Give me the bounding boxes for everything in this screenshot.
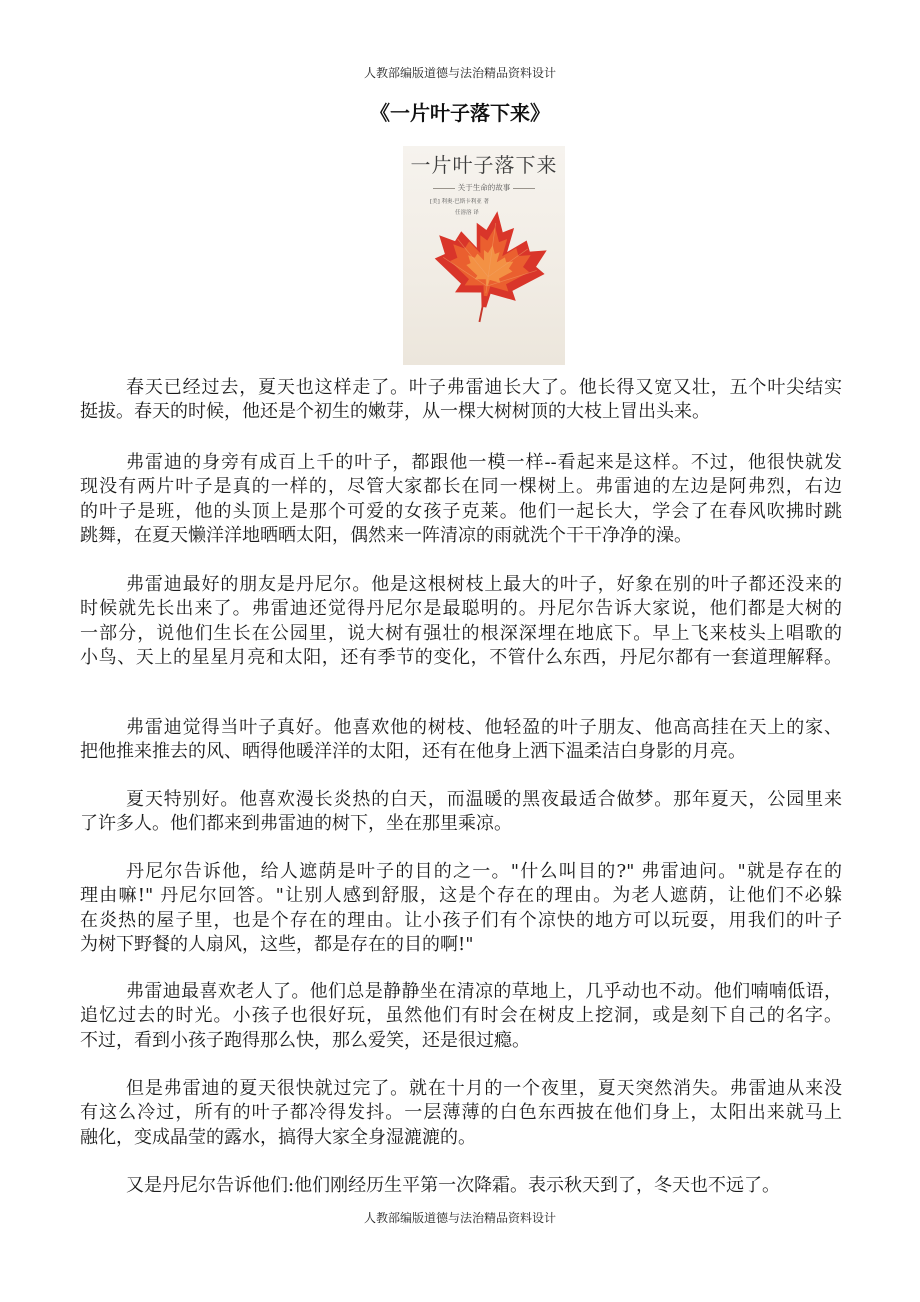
paragraph-line: 不过，看到小孩子跑得那么快，那么爱笑，还是很过瘾。 <box>80 1029 530 1051</box>
paragraph-line: 挺拔。春天的时候，他还是个初生的嫩芽，从一棵大树树顶的大枝上冒出头来。 <box>80 401 710 423</box>
paragraph-line: 理由嘛!" 丹尼尔回答。"让别人感到舒服，这是个存在的理由。为老人遮荫，让他们不必躲 <box>80 885 842 907</box>
paragraph-2 <box>80 451 842 548</box>
paragraph-7 <box>80 980 842 1053</box>
cover-rule-left <box>433 188 455 189</box>
paragraph-line: 追忆过去的时光。小孩子也很好玩，虽然他们有时会在树皮上挖洞，或是刻下自己的名字。 <box>80 1005 842 1027</box>
paragraph-line: 把他推来推去的风、晒得他暖洋洋的太阳，还有在他身上洒下温柔洁白身影的月亮。 <box>80 741 746 763</box>
paragraph-line: 了许多人。他们都来到弗雷迪的树下，坐在那里乘凉。 <box>80 813 512 835</box>
cover-translator: 任溶溶 译 <box>455 210 479 216</box>
paragraph-8 <box>80 1077 842 1150</box>
paragraph-line: 但是弗雷迪的夏天很快就过完了。就在十月的一个夜里，夏天突然消失。弗雷迪从来没 <box>126 1078 842 1099</box>
maple-leaf-icon <box>430 206 548 324</box>
paragraph-line: 小鸟、天上的星星月亮和太阳，还有季节的变化，不管什么东西，丹尼尔都有一套道理解释。 <box>80 646 842 668</box>
paragraph-line: 弗雷迪的身旁有成百上千的叶子，都跟他一模一样--看起来是这样。不过，他很快就发 <box>126 452 842 473</box>
paragraph-line: 在炎热的屋子里，也是个存在的理由。让小孩子们有个凉快的地方可以玩耍，用我们的叶子 <box>80 909 842 931</box>
paragraph-line: 又是丹尼尔告诉他们:他们刚经历生平第一次降霜。表示秋天到了，冬天也不远了。 <box>126 1175 781 1196</box>
document-title: 《一片叶子落下来》 <box>370 101 550 125</box>
cover-title: 一片叶子落下来 <box>410 153 558 177</box>
book-cover-image <box>403 146 565 365</box>
paragraph-6 <box>80 860 842 957</box>
page-header: 人教部编版道德与法治精品资料设计 <box>363 66 556 80</box>
cover-rule-right <box>513 188 535 189</box>
paragraph-line: 一部分，说他们生长在公园里，说大树有强壮的根深深埋在地底下。早上飞来枝头上唱歌的 <box>80 622 842 644</box>
cover-author: [美] 利奥·巴斯卡利亚 著 <box>430 199 490 205</box>
paragraph-3 <box>80 573 842 670</box>
paragraph-9 <box>80 1174 842 1198</box>
paragraph-line: 弗雷迪觉得当叶子真好。他喜欢他的树枝、他轻盈的叶子朋友、他高高挂在天上的家、 <box>126 717 842 738</box>
paragraph-line: 弗雷迪最喜欢老人了。他们总是静静坐在清凉的草地上，几乎动也不动。他们喃喃低语， <box>126 981 842 1002</box>
paragraph-line: 现没有两片叶子是真的一样的，尽管大家都长在同一棵树上。弗雷迪的左边是阿弗烈，右边 <box>80 476 842 498</box>
paragraph-line: 的叶子是班，他的头顶上是那个可爱的女孩子克莱。他们一起长大，学会了在春风吹拂时跳 <box>80 500 842 522</box>
paragraph-line: 有这么冷过，所有的叶子都冷得发抖。一层薄薄的白色东西披在他们身上，太阳出来就马上 <box>80 1102 842 1124</box>
paragraph-line: 跳舞，在夏天懒洋洋地晒晒太阳，偶然来一阵清凉的雨就洗个干干净净的澡。 <box>80 524 692 546</box>
cover-subtitle: 关于生命的故事 <box>457 183 511 192</box>
paragraph-line: 夏天特别好。他喜欢漫长炎热的白天，而温暖的黑夜最适合做梦。那年夏天，公园里来 <box>126 789 842 810</box>
page-footer: 人教部编版道德与法治精品资料设计 <box>363 1211 556 1225</box>
paragraph-line: 为树下野餐的人扇风，这些，都是存在的目的啊!" <box>80 933 474 955</box>
cover-subtitle-row <box>403 183 565 193</box>
paragraph-line: 融化，变成晶莹的露水，搞得大家全身湿漉漉的。 <box>80 1126 476 1148</box>
paragraph-line: 弗雷迪最好的朋友是丹尼尔。他是这根树枝上最大的叶子，好象在别的叶子都还没来的 <box>126 574 842 595</box>
paragraph-line: 丹尼尔告诉他，给人遮荫是叶子的目的之一。"什么叫目的?" 弗雷迪问。"就是存在的 <box>126 861 842 882</box>
paragraph-line: 时候就先长出来了。弗雷迪还觉得丹尼尔是最聪明的。丹尼尔告诉大家说，他们都是大树的 <box>80 598 842 620</box>
paragraph-line: 春天已经过去，夏天也这样走了。叶子弗雷迪长大了。他长得又宽又壮，五个叶尖结实 <box>126 377 842 398</box>
paragraph-1 <box>80 376 842 425</box>
paragraph-5 <box>80 788 842 837</box>
paragraph-4 <box>80 716 842 765</box>
